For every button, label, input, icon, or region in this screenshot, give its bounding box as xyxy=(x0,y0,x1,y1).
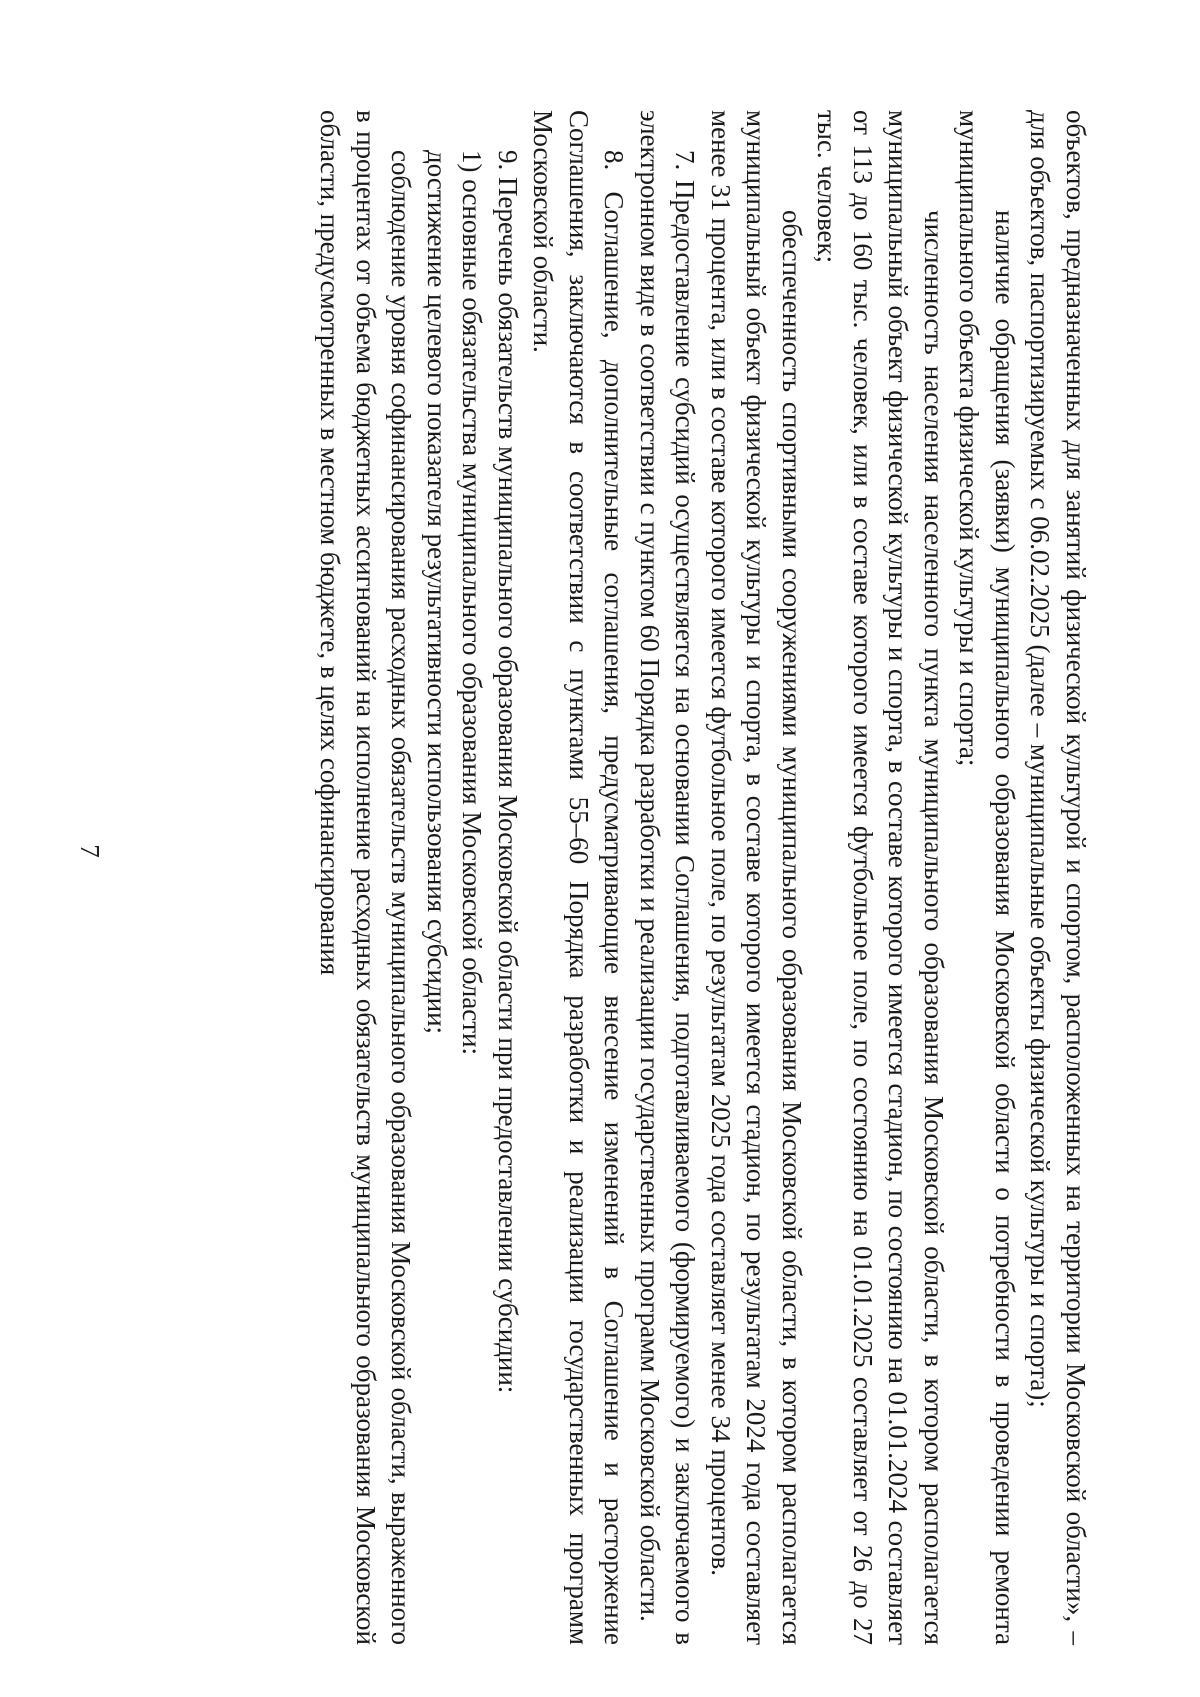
paragraph-subitem-1: 1) основные обязательства муниципального образования Московской области: xyxy=(457,150,488,1055)
rotated-text-block xyxy=(312,110,1093,1645)
paragraph-provision: обеспеченность спортивными сооружениями муниципального образования Московской области, в котором располагается муниципальный объект физической культуры и спорта, в составе которого имеется стадион, по результатам 2024 года составляет менее 31 процента, или в составе которого имеется футбольное поле, по результатам 2025 года составляет менее 34 процентов. xyxy=(706,110,807,1645)
paragraph-item-7: 7. Предоставление субсидий осуществляется на основании Соглашения, подготавливаемого (формируемого) и заключаемого в электронном виде в соответствии с пунктом 60 Порядка разработки и реализации государственных программ Московской области. xyxy=(635,110,701,1645)
paragraph-request: наличие обращения (заявки) муниципального образования Московской области о потребности в проведении ремонта муниципального объекта физической культуры и спорта; xyxy=(954,110,1020,1645)
paragraph-item-9: 9. Перечень обязательств муниципального образования Московской области при предоставлении субсидии: xyxy=(493,150,523,1394)
page-number: 7 xyxy=(75,844,105,858)
paragraph-target-indicator: достижение целевого показателя результативности использования субсидии; xyxy=(422,150,452,1035)
paragraph-item-8: 8. Соглашение, дополнительные соглашения, предусматривающие внесение изменений в Соглашение и расторжение Соглашения, заключаются в соответствии с пунктами 55–60 Порядка разработки и реализации государственных программ Московской области. xyxy=(528,110,630,1645)
paragraph-objects-definition: объектов, предназначенных для занятий физической культурой и спортом, расположенных на территории Московской области», – для объектов, паспортизируемых с 06.02.2025 (далее – муниципальные объекты физической культуры и спорта); xyxy=(1025,110,1091,1645)
paragraph-cofinancing: соблюдение уровня софинансирования расходных обязательств муниципального образования Московской области, выраженного в процентах от объема бюджетных ассигнований на исполнение расходных обязательств муниципального образования Московской области, предусмотренных в местном бюджете, в целях софинансирования xyxy=(315,110,417,1645)
paragraph-population: численность населения населенного пункта муниципального образования Московской области, в котором располагается муниципальный объект физической культуры и спорта, в составе которого имеется стадион, по состоянию на 01.01.2024 составляет от 113 до 160 тыс. человек, или в составе которого имеется футбольное поле, по состоянию на 01.01.2025 составляет от 26 до 27 тыс. человек; xyxy=(812,110,949,1645)
